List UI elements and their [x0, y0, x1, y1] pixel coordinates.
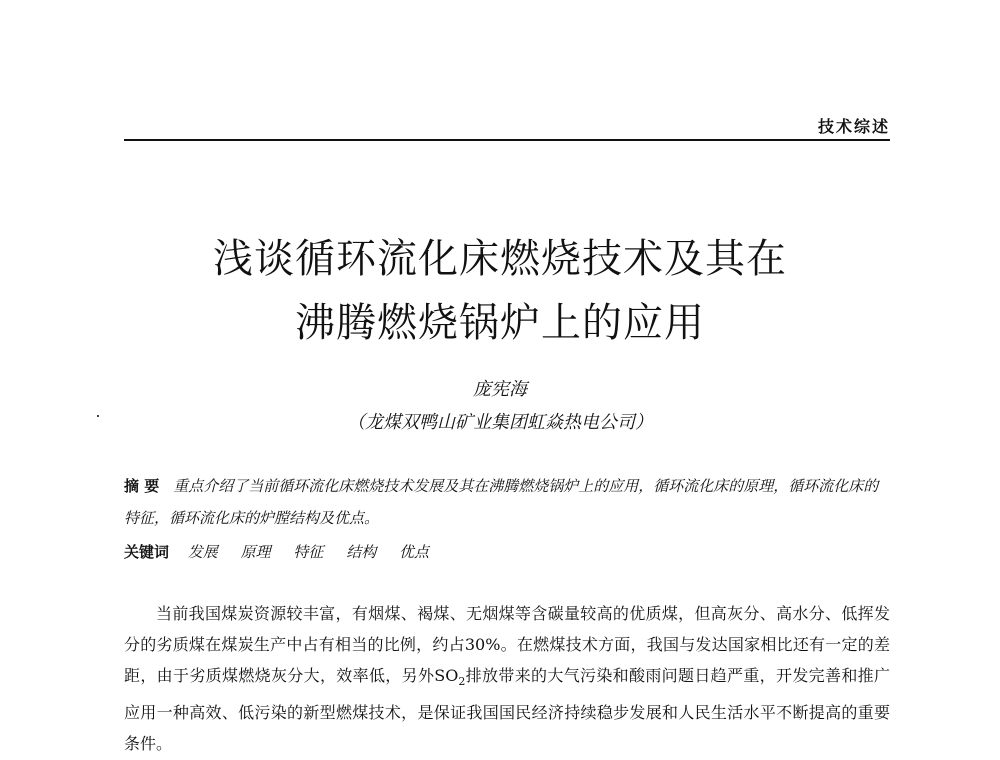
body-subscript: 2: [458, 675, 466, 689]
scan-speck: [97, 415, 99, 417]
author: 庞宪海: [473, 379, 527, 400]
keyword: 优点: [398, 543, 429, 561]
keyword: 发展: [187, 543, 218, 561]
body-text-part-2: 排放带来的大气污染和酸雨问题日趋严重，开发完善和推广应用一种高效、低污染的新型燃煤技术，是保证我国国民经济持续稳步发展和人民生活水平不断提高的重要条件。: [124, 666, 890, 754]
affiliation: （龙煤双鸭山矿业集团虹焱热电公司）: [347, 412, 653, 433]
keywords: [124, 536, 890, 568]
keyword: 特征: [293, 543, 324, 561]
keyword: 原理: [240, 543, 271, 561]
keywords-label: 关键词: [124, 543, 170, 561]
abstract: [124, 470, 890, 534]
keyword: 结构: [346, 543, 377, 561]
section-tag: 技术综述: [817, 117, 890, 136]
abstract-text: 重点介绍了当前循环流化床燃烧技术发展及其在沸腾燃烧锅炉上的应用，循环流化床的原理，循环流化床的特征，循环流化床的炉膛结构及优点。: [124, 477, 879, 527]
body-paragraph: [124, 598, 890, 759]
header-rule: [124, 139, 890, 141]
paper-title-line-1: 浅谈循环流化床燃烧技术及其在: [213, 236, 787, 282]
body-text-part-1: 当前我国煤炭资源较丰富，有烟煤、褐煤、无烟煤等含碳量较高的优质煤，但高灰分、高水分、低挥发分的劣质煤在煤炭生产中占有相当的比例，约占30%。在燃煤技术方面，我国与发达国家相比还有一定的差距，由于劣质煤燃烧灰分大，效率低，另外SO: [124, 604, 890, 685]
paper-title-line-2: 沸腾燃烧锅炉上的应用: [295, 300, 705, 346]
abstract-label: 摘 要: [124, 477, 160, 495]
